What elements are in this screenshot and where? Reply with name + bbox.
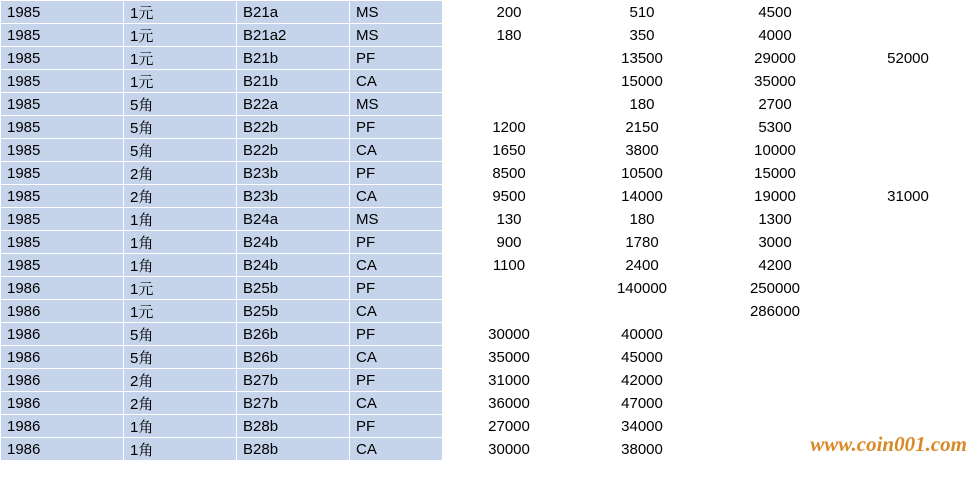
cell-price-2: 47000 xyxy=(576,392,709,415)
cell-price-1: 8500 xyxy=(443,162,576,185)
cell-price-4 xyxy=(842,139,975,162)
cell-year: 1985 xyxy=(1,116,124,139)
cell-price-2: 10500 xyxy=(576,162,709,185)
site-watermark: www.coin001.com xyxy=(810,432,967,456)
cell-price-2: 42000 xyxy=(576,369,709,392)
cell-denomination: 1角 xyxy=(124,231,237,254)
cell-catalog-code: B21b xyxy=(237,70,350,93)
cell-grade: PF xyxy=(350,231,443,254)
cell-price-2: 13500 xyxy=(576,47,709,70)
cell-price-3: 1300 xyxy=(709,208,842,231)
cell-catalog-code: B26b xyxy=(237,323,350,346)
table-row xyxy=(1,93,975,116)
cell-grade: PF xyxy=(350,277,443,300)
cell-price-1: 200 xyxy=(443,1,576,24)
cell-price-2: 45000 xyxy=(576,346,709,369)
cell-year: 1985 xyxy=(1,254,124,277)
cell-grade: CA xyxy=(350,346,443,369)
table-row xyxy=(1,346,975,369)
cell-catalog-code: B28b xyxy=(237,438,350,461)
cell-year: 1986 xyxy=(1,346,124,369)
cell-price-2: 2400 xyxy=(576,254,709,277)
cell-price-4 xyxy=(842,208,975,231)
cell-price-3 xyxy=(709,346,842,369)
cell-price-4 xyxy=(842,415,975,438)
cell-grade: MS xyxy=(350,1,443,24)
cell-denomination: 1元 xyxy=(124,300,237,323)
cell-grade: PF xyxy=(350,369,443,392)
cell-price-4 xyxy=(842,300,975,323)
cell-price-2: 510 xyxy=(576,1,709,24)
table-row xyxy=(1,70,975,93)
cell-grade: PF xyxy=(350,116,443,139)
cell-price-1: 1200 xyxy=(443,116,576,139)
cell-catalog-code: B25b xyxy=(237,300,350,323)
cell-price-1 xyxy=(443,47,576,70)
cell-price-4 xyxy=(842,116,975,139)
cell-price-3: 2700 xyxy=(709,93,842,116)
cell-denomination: 2角 xyxy=(124,392,237,415)
cell-price-4 xyxy=(842,277,975,300)
cell-grade: CA xyxy=(350,392,443,415)
cell-price-3 xyxy=(709,438,842,461)
cell-year: 1986 xyxy=(1,300,124,323)
cell-catalog-code: B24a xyxy=(237,208,350,231)
cell-price-3: 19000 xyxy=(709,185,842,208)
table-row xyxy=(1,116,975,139)
cell-price-1: 130 xyxy=(443,208,576,231)
cell-grade: PF xyxy=(350,47,443,70)
cell-denomination: 5角 xyxy=(124,323,237,346)
cell-price-4 xyxy=(842,392,975,415)
cell-catalog-code: B28b xyxy=(237,415,350,438)
cell-denomination: 1角 xyxy=(124,438,237,461)
cell-catalog-code: B22b xyxy=(237,139,350,162)
cell-grade: CA xyxy=(350,139,443,162)
cell-year: 1985 xyxy=(1,24,124,47)
cell-catalog-code: B27b xyxy=(237,369,350,392)
cell-catalog-code: B23b xyxy=(237,185,350,208)
cell-denomination: 1元 xyxy=(124,24,237,47)
cell-price-3: 15000 xyxy=(709,162,842,185)
cell-grade: PF xyxy=(350,323,443,346)
cell-price-2: 40000 xyxy=(576,323,709,346)
cell-price-4 xyxy=(842,231,975,254)
table-row xyxy=(1,139,975,162)
cell-denomination: 5角 xyxy=(124,346,237,369)
cell-price-1: 180 xyxy=(443,24,576,47)
cell-price-2: 15000 xyxy=(576,70,709,93)
cell-price-1: 1650 xyxy=(443,139,576,162)
cell-grade: MS xyxy=(350,208,443,231)
cell-price-1: 30000 xyxy=(443,323,576,346)
cell-denomination: 1元 xyxy=(124,1,237,24)
cell-catalog-code: B24b xyxy=(237,231,350,254)
table-row xyxy=(1,1,975,24)
cell-denomination: 1角 xyxy=(124,254,237,277)
cell-catalog-code: B21b xyxy=(237,47,350,70)
cell-price-3: 35000 xyxy=(709,70,842,93)
cell-year: 1985 xyxy=(1,185,124,208)
cell-price-4 xyxy=(842,162,975,185)
cell-denomination: 2角 xyxy=(124,162,237,185)
cell-year: 1985 xyxy=(1,1,124,24)
cell-denomination: 1元 xyxy=(124,277,237,300)
cell-price-1 xyxy=(443,300,576,323)
cell-catalog-code: B26b xyxy=(237,346,350,369)
cell-grade: CA xyxy=(350,185,443,208)
cell-catalog-code: B22b xyxy=(237,116,350,139)
cell-price-3: 4500 xyxy=(709,1,842,24)
cell-price-4: 52000 xyxy=(842,47,975,70)
table-row xyxy=(1,162,975,185)
table-row xyxy=(1,185,975,208)
cell-price-4 xyxy=(842,323,975,346)
cell-price-2: 140000 xyxy=(576,277,709,300)
table-body xyxy=(1,1,975,461)
cell-year: 1985 xyxy=(1,93,124,116)
cell-price-1: 31000 xyxy=(443,369,576,392)
cell-catalog-code: B24b xyxy=(237,254,350,277)
cell-year: 1985 xyxy=(1,208,124,231)
cell-price-3: 5300 xyxy=(709,116,842,139)
table-row xyxy=(1,231,975,254)
cell-year: 1986 xyxy=(1,392,124,415)
cell-denomination: 2角 xyxy=(124,369,237,392)
cell-price-1: 900 xyxy=(443,231,576,254)
cell-price-1: 27000 xyxy=(443,415,576,438)
cell-denomination: 2角 xyxy=(124,185,237,208)
cell-denomination: 1元 xyxy=(124,47,237,70)
cell-denomination: 5角 xyxy=(124,139,237,162)
cell-price-4 xyxy=(842,1,975,24)
cell-price-3: 29000 xyxy=(709,47,842,70)
cell-price-1: 35000 xyxy=(443,346,576,369)
cell-price-2 xyxy=(576,300,709,323)
cell-price-2: 3800 xyxy=(576,139,709,162)
cell-price-2: 350 xyxy=(576,24,709,47)
table-row xyxy=(1,438,975,461)
cell-grade: CA xyxy=(350,438,443,461)
cell-grade: CA xyxy=(350,254,443,277)
cell-price-4 xyxy=(842,369,975,392)
cell-grade: PF xyxy=(350,162,443,185)
table-row xyxy=(1,254,975,277)
cell-year: 1986 xyxy=(1,323,124,346)
cell-denomination: 1角 xyxy=(124,415,237,438)
cell-year: 1986 xyxy=(1,369,124,392)
cell-year: 1985 xyxy=(1,139,124,162)
table-row xyxy=(1,415,975,438)
cell-price-4 xyxy=(842,93,975,116)
cell-year: 1985 xyxy=(1,162,124,185)
cell-price-3 xyxy=(709,415,842,438)
cell-price-3: 4000 xyxy=(709,24,842,47)
cell-grade: CA xyxy=(350,300,443,323)
cell-price-2: 2150 xyxy=(576,116,709,139)
table-row xyxy=(1,24,975,47)
cell-price-4: 31000 xyxy=(842,185,975,208)
cell-price-1 xyxy=(443,70,576,93)
cell-price-1 xyxy=(443,277,576,300)
cell-year: 1986 xyxy=(1,277,124,300)
cell-price-4 xyxy=(842,346,975,369)
cell-grade: MS xyxy=(350,93,443,116)
cell-denomination: 5角 xyxy=(124,116,237,139)
cell-price-4 xyxy=(842,70,975,93)
cell-denomination: 5角 xyxy=(124,93,237,116)
cell-year: 1985 xyxy=(1,231,124,254)
cell-price-3 xyxy=(709,392,842,415)
table-row xyxy=(1,392,975,415)
cell-denomination: 1角 xyxy=(124,208,237,231)
cell-price-2: 180 xyxy=(576,93,709,116)
cell-price-4 xyxy=(842,24,975,47)
cell-price-3: 286000 xyxy=(709,300,842,323)
table-row xyxy=(1,323,975,346)
cell-catalog-code: B22a xyxy=(237,93,350,116)
cell-price-3 xyxy=(709,369,842,392)
cell-price-3: 10000 xyxy=(709,139,842,162)
table-row xyxy=(1,369,975,392)
cell-price-1: 1100 xyxy=(443,254,576,277)
cell-catalog-code: B25b xyxy=(237,277,350,300)
cell-price-2: 1780 xyxy=(576,231,709,254)
cell-price-1: 30000 xyxy=(443,438,576,461)
cell-price-4 xyxy=(842,438,975,461)
cell-price-2: 38000 xyxy=(576,438,709,461)
cell-grade: MS xyxy=(350,24,443,47)
cell-catalog-code: B21a2 xyxy=(237,24,350,47)
cell-price-2: 34000 xyxy=(576,415,709,438)
cell-grade: CA xyxy=(350,70,443,93)
cell-price-2: 180 xyxy=(576,208,709,231)
cell-denomination: 1元 xyxy=(124,70,237,93)
cell-year: 1985 xyxy=(1,47,124,70)
cell-catalog-code: B23b xyxy=(237,162,350,185)
table-row xyxy=(1,47,975,70)
cell-year: 1986 xyxy=(1,415,124,438)
cell-price-3 xyxy=(709,323,842,346)
table-row xyxy=(1,300,975,323)
cell-price-3: 4200 xyxy=(709,254,842,277)
table-row xyxy=(1,277,975,300)
table-row xyxy=(1,208,975,231)
cell-grade: PF xyxy=(350,415,443,438)
cell-price-1: 36000 xyxy=(443,392,576,415)
cell-catalog-code: B27b xyxy=(237,392,350,415)
cell-year: 1986 xyxy=(1,438,124,461)
cell-price-3: 250000 xyxy=(709,277,842,300)
cell-price-1 xyxy=(443,93,576,116)
cell-catalog-code: B21a xyxy=(237,1,350,24)
cell-price-1: 9500 xyxy=(443,185,576,208)
cell-year: 1985 xyxy=(1,70,124,93)
cell-price-3: 3000 xyxy=(709,231,842,254)
cell-price-2: 14000 xyxy=(576,185,709,208)
cell-price-4 xyxy=(842,254,975,277)
